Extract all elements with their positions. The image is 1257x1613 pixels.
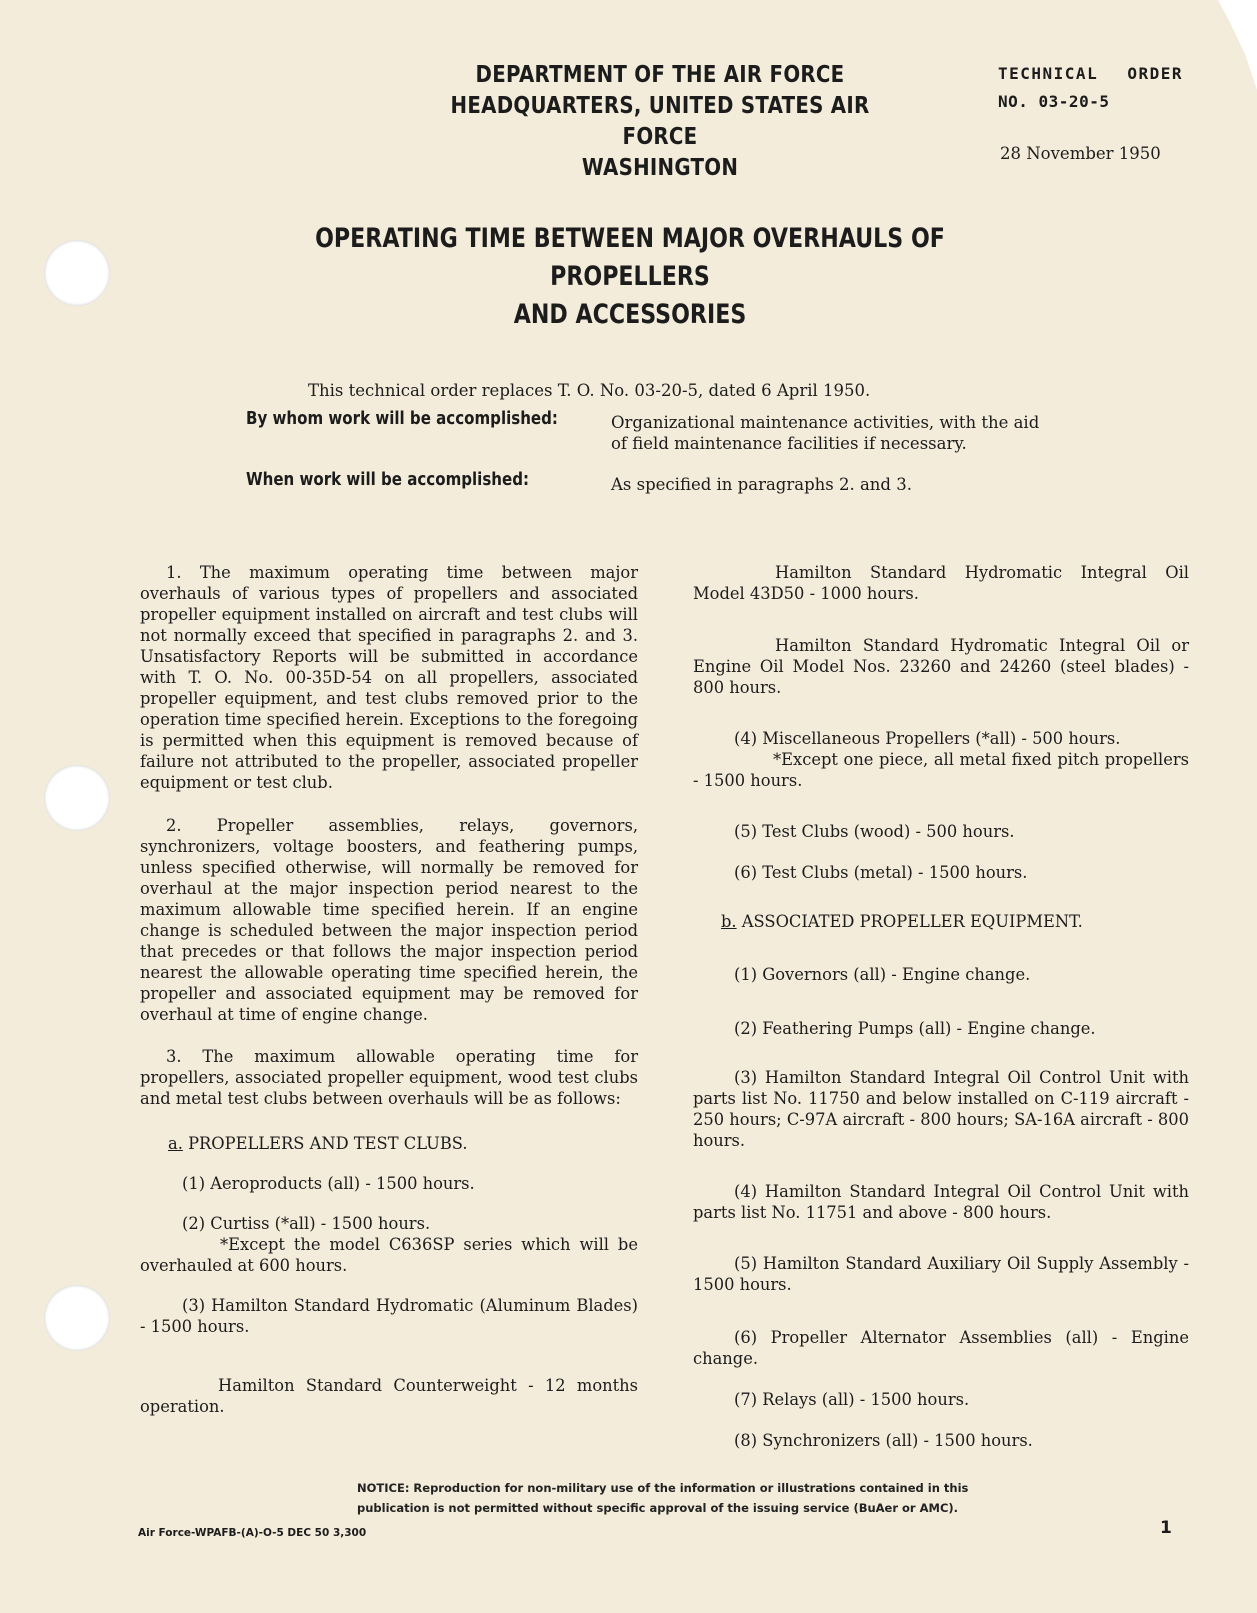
by-whom-line-1: Organizational maintenance activities, with the aid: [611, 413, 1040, 432]
item-b6: (6) Propeller Alternator Assemblies (all) - Engine change.: [693, 1328, 1189, 1368]
technical-order-label: TECHNICAL ORDER: [998, 64, 1183, 83]
section-b-heading: [693, 911, 1189, 932]
reproduction-notice: [357, 1478, 997, 1518]
item-b8: (8) Synchronizers (all) - 1500 hours.: [734, 1431, 1033, 1450]
issue-date: 28 November 1950: [1000, 144, 1161, 163]
item-a2: (2) Curtiss (*all) - 1500 hours.: [182, 1214, 431, 1233]
item-b7: (7) Relays (all) - 1500 hours.: [734, 1390, 970, 1409]
header-line-1: DEPARTMENT OF THE AIR FORCE: [475, 62, 845, 88]
binder-hole-bottom: [44, 1285, 110, 1351]
when-label: When work will be accomplished:: [246, 470, 530, 490]
item-b4: (4) Hamilton Standard Integral Oil Control Unit with parts list No. 11751 and above - 800 hours.: [693, 1182, 1189, 1222]
binder-hole-top: [44, 240, 110, 306]
right-column: [693, 562, 1189, 1451]
when-value: As specified in paragraphs 2. and 3.: [611, 475, 912, 494]
header-line-2: HEADQUARTERS, UNITED STATES AIR FORCE: [450, 93, 870, 150]
print-code: Air Force-WPAFB-(A)-O-5 DEC 50 3,300: [138, 1527, 367, 1539]
binder-hole-middle: [44, 765, 110, 831]
item-a1: (1) Aeroproducts (all) - 1500 hours.: [182, 1174, 475, 1193]
department-header: [428, 60, 892, 184]
document-title: [261, 220, 999, 334]
header-line-3: WASHINGTON: [581, 155, 739, 181]
section-a-heading: [140, 1133, 638, 1154]
replaces-notice: This technical order replaces T. O. No. 03-20-5, dated 6 April 1950.: [308, 381, 871, 400]
by-whom-value: [611, 412, 1091, 454]
section-b-letter: b.: [721, 912, 737, 931]
item-a5: (5) Test Clubs (wood) - 500 hours.: [734, 822, 1015, 841]
item-r2: Hamilton Standard Hydromatic Integral Oil or Engine Oil Model Nos. 23260 and 24260 (steel blades) - 800 hours.: [693, 636, 1189, 697]
torn-corner: [1197, 0, 1257, 90]
item-b5: (5) Hamilton Standard Auxiliary Oil Supply Assembly - 1500 hours.: [693, 1254, 1189, 1294]
left-column: [140, 562, 638, 1417]
section-b-title: ASSOCIATED PROPELLER EQUIPMENT.: [741, 912, 1083, 931]
by-whom-line-2: of field maintenance facilities if necessary.: [611, 434, 967, 453]
title-line-2: AND ACCESSORIES: [513, 299, 747, 330]
notice-line-2: publication is not permitted without specific approval of the issuing service (BuAer or AMC).: [357, 1501, 959, 1515]
notice-line-1: NOTICE: Reproduction for non-military use of the information or illustrations contained in this: [357, 1481, 969, 1495]
item-a3-counterweight: Hamilton Standard Counterweight - 12 months operation.: [140, 1376, 638, 1416]
section-a-letter: a.: [168, 1134, 183, 1153]
item-a3: (3) Hamilton Standard Hydromatic (Aluminum Blades) - 1500 hours.: [140, 1296, 638, 1336]
paragraph-2: 2. Propeller assemblies, relays, governors, synchronizers, voltage boosters, and feathering pumps, unless specified otherwise, will normally be removed for overhaul at the major inspection period nearest to the maximum allowable time specified herein. If an engine change is scheduled between the major inspection period that precedes or that follows the major inspection period nearest the allowable operating time specified herein, the propeller and associated equipment may be removed for overhaul at time of engine change.: [140, 816, 638, 1024]
item-r1: Hamilton Standard Hydromatic Integral Oil Model 43D50 - 1000 hours.: [693, 563, 1189, 603]
item-b2: (2) Feathering Pumps (all) - Engine change.: [734, 1019, 1096, 1038]
item-a4-note: *Except one piece, all metal fixed pitch propellers - 1500 hours.: [693, 750, 1189, 790]
item-b3: (3) Hamilton Standard Integral Oil Control Unit with parts list No. 11750 and below installed on C-119 aircraft - 250 hours; C-97A aircraft - 800 hours; SA-16A aircraft - 800 hours.: [693, 1068, 1189, 1150]
item-a2-note: *Except the model C636SP series which will be overhauled at 600 hours.: [140, 1235, 638, 1275]
paragraph-1: 1. The maximum operating time between major overhauls of various types of propellers and associated propeller equipment installed on aircraft and test clubs will not normally exceed that specified in paragraphs 2. and 3. Unsatisfactory Reports will be submitted in accordance with T. O. No. 00-35D-54 on all propellers, associated propeller equipment, and test clubs removed prior to the operation time specified herein. Exceptions to the foregoing is permitted when this equipment is removed because of failure not attributed to the propeller, associated propeller equipment or test club.: [140, 563, 638, 792]
technical-order-number: NO. 03-20-5: [998, 92, 1110, 111]
item-a6: (6) Test Clubs (metal) - 1500 hours.: [734, 863, 1028, 882]
item-b1: (1) Governors (all) - Engine change.: [734, 965, 1031, 984]
page-number: 1: [1160, 1518, 1172, 1538]
item-a4: (4) Miscellaneous Propellers (*all) - 500 hours.: [734, 729, 1121, 748]
title-line-1: OPERATING TIME BETWEEN MAJOR OVERHAULS OF PROPELLERS: [315, 223, 945, 292]
by-whom-label: By whom work will be accomplished:: [246, 409, 558, 429]
paragraph-3: 3. The maximum allowable operating time for propellers, associated propeller equipment, wood test clubs and metal test clubs between overhauls will be as follows:: [140, 1047, 638, 1108]
section-a-title: PROPELLERS AND TEST CLUBS.: [188, 1134, 468, 1153]
